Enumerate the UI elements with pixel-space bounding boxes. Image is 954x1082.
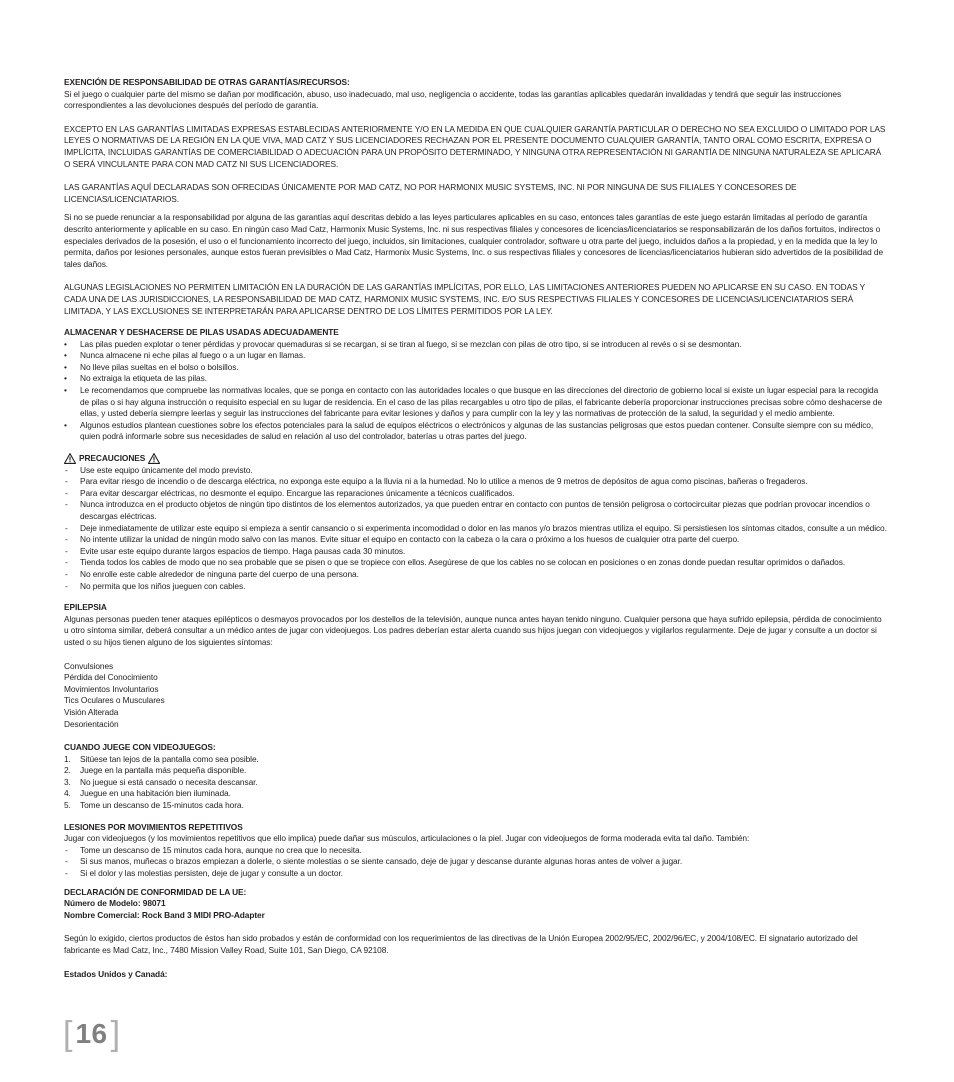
item-number: 3. bbox=[64, 776, 71, 787]
list-item: - Tienda todos los cables de modo que no sea probable que se pisen o que se tropiece con ellos. Asegúrese de que los cables no se colocan en posiciones o en zonas donde puedan resultar oprimidos o dañados. bbox=[64, 557, 888, 569]
warranty-paragraph-5: ALGUNAS LEGISLACIONES NO PERMITEN LIMITACIÓN EN LA DURACIÓN DE LAS GARANTÍAS IMPLÍCITAS, POR ELLO, LAS LIMITACIONES ANTERIORES PUEDEN NO APLICARSE EN SU CASO. EN TODAS Y CADA UNA DE LAS JURISDICCIONES, LA RESPONSABILIDAD DE MAD CATZ, HARMONIX MUSIC SYSTEMS, INC. E/O SUS RESPECTIVAS FILIALES Y CONCESORES DE LICENCIAS/LICENCIATARIOS SERÁ LIMITADA, Y LAS EXCLUSIONES SE INTERPRETARÁN PARA APLICARSE DENTRO DE LOS LÍMITES PERMITIDOS POR LA LEY. bbox=[64, 282, 865, 316]
list-item: • No extraiga la etiqueta de las pilas. bbox=[64, 373, 888, 385]
epilepsy-paragraph: Algunas personas pueden tener ataques epilépticos o desmayos provocados por los destellos de la televisión, aunque nunca antes hayan tenido ninguno. Cualquier persona que haya sufrido epilepsia, pérdida de conocimiento u otro síntoma similar, deberá consultar a un médico antes de jugar con videojuegos. Los padres deberían estar alerta cuando sus hijos juegan con videojuegos y vigilarlos regularmente. Deje de jugar y consulte a un doctor si usted o su hijos tienen alguno de los siguientes síntomas: bbox=[64, 613, 882, 647]
symptoms-list bbox=[64, 661, 888, 731]
warranty-paragraph-4: Si no se puede renunciar a la responsabilidad por alguna de las garantías aquí descritas debido a las leyes particulares aplicables en su caso, entonces tales garantías de este juego estarán limitadas al período de garantía descrito anteriormente y aplicable en su caso. En ningún caso Mad Catz, Harmonix Music Systems, Inc. ni sus respectivas filiales y concesores de licencias/licenciatarios se responsabilizarán de los daños fortuitos, indirectos o especiales derivados de la posesión, el uso o el funcionamiento incorrecto del juego, incluidos, sin limitaciones, cualquier controlador, software u otra parte del juego, incluidos daños a la propiedad, y en la medida que la ley lo permita, daños por lesiones personales, aunque estos fueran previsibles o Mad Catz, Harmonix Music Systems, Inc. o sus respectivas filiales y concesores de licencias/licenciatarios hubieran sido advertidos de la posibilidad de tales daños. bbox=[64, 212, 884, 269]
rsi-heading: LESIONES POR MOVIMIENTOS REPETITIVOS bbox=[64, 821, 243, 832]
precautions-heading bbox=[64, 453, 888, 465]
list-item: - Nunca introduzca en el producto objetos de ningún tipo distintos de los elementos autorizados, ya que pueden entrar en contacto con puntos de tensión peligrosa o cortocircuitar piezas que podrían provocar incendios o descargas eléctricas. bbox=[64, 499, 888, 522]
item-number: 2. bbox=[64, 765, 71, 776]
item-text: No juegue si está cansado o necesita descansar. bbox=[80, 776, 258, 787]
rsi-list bbox=[64, 845, 888, 880]
batteries-heading: ALMACENAR Y DESHACERSE DE PILAS USADAS ADECUADAMENTE bbox=[64, 327, 339, 338]
warranty-paragraph-2: EXCEPTO EN LAS GARANTÍAS LIMITADAS EXPRESAS ESTABLECIDAS ANTERIORMENTE Y/O EN LA MEDIDA EN QUE CUALQUIER GARANTÍA PARTICULAR O DERECHO NO SEA EXCLUIDO O LIMITADO POR LAS LEYES O NORMATIVAS DE LA REGIÓN EN LA QUE VIVA, MAD CATZ Y SUS LICENCIADORES RECHAZAN POR EL PRESENTE DOCUMENTO CUALQUIER GARANTÍA, TANTO ORAL COMO ESCRITA, EXPRESA O IMPLÍCITA, INCLUIDAS GARANTÍAS DE COMERCIABILIDAD O ADECUACIÓN PARA UN PROPÓSITO DETERMINADO, Y NINGUNA OTRA REPRESENTACIÓN NI GARANTÍA DE NINGUNA NATURALEZA SE APLICARÁ O SERÁ VINCULANTE PARA CON MAD CATZ NI SUS LICENCIADORES. bbox=[64, 123, 886, 169]
us-canada-heading: Estados Unidos y Canadá: bbox=[64, 968, 168, 979]
rsi-paragraph: Jugar con videojuegos (y los movimientos repetitivos que ello implica) puede dañar sus músculos, articulaciones o la piel. Jugar con videojuegos de forma moderada evita tal daño. También: bbox=[64, 833, 750, 844]
manual-page bbox=[64, 77, 888, 980]
list-item: Visión Alterada bbox=[64, 706, 119, 717]
list-item: Movimientos Involuntarios bbox=[64, 683, 159, 694]
item-text: Sitúese tan lejos de la pantalla como sea posible. bbox=[80, 753, 259, 764]
item-number: 5. bbox=[64, 800, 71, 811]
epilepsy-heading: EPILEPSIA bbox=[64, 602, 107, 613]
trade-name: Nombre Comercial: Rock Band 3 MIDI PRO-Adapter bbox=[64, 909, 265, 920]
page-number-value: 16 bbox=[75, 1018, 108, 1049]
warning-icon bbox=[148, 453, 160, 464]
playing-heading: CUANDO JUEGE CON VIDEOJUEGOS: bbox=[64, 742, 216, 753]
list-item: - No permita que los niños jueguen con cables. bbox=[64, 581, 888, 593]
list-item: - Use este equipo únicamente del modo previsto. bbox=[64, 465, 888, 477]
list-item: • Las pilas pueden explotar o tener pérdidas y provocar quemaduras si se recargan, si se tiran al fuego, si se mezclan con pilas de otro tipo, si se introducen al revés o si se desmontan. bbox=[64, 339, 888, 351]
list-item: - Para evitar riesgo de incendio o de descarga eléctrica, no exponga este equipo a la lluvia ni a la humedad. No lo utilice a menos de 9 metros de depósitos de agua como piscinas, bañeras o fregaderos. bbox=[64, 476, 888, 488]
list-item bbox=[64, 800, 888, 812]
warranty-heading: EXENCIÓN DE RESPONSABILIDAD DE OTRAS GARANTÍAS/RECURSOS: bbox=[64, 77, 350, 87]
precautions-list bbox=[64, 465, 888, 593]
item-text: Juegue en una habitación bien iluminada. bbox=[80, 788, 231, 799]
warranty-paragraph-1: Si el juego o cualquier parte del mismo se dañan por modificación, abuso, uso inadecuado, mal uso, negligencia o accidente, todas las garantías aplicables quedarán invalidadas y tendrá que seguir las instrucciones correspondientes a las devoluciones después del período de garantía. bbox=[64, 88, 842, 111]
precautions-title: PRECAUCIONES bbox=[79, 453, 146, 464]
conformity-paragraph: Según lo exigido, ciertos productos de éstos han sido probados y están de conformidad con los requerimientos de las directivas de la Unión Europea 2002/95/EC, 2002/96/EC, y 2004/108/EC. El signatario autorizado del fabricante es Mad Catz, Inc., 7480 Mission Valley Road, Suite 101, San Diego, CA 92108. bbox=[64, 933, 858, 955]
playing-list bbox=[64, 754, 888, 812]
list-item: - Tome un descanso de 15 minutos cada hora, aunque no crea que lo necesita. bbox=[64, 845, 888, 857]
list-item: - Si el dolor y las molestias persisten, deje de jugar y consulte a un doctor. bbox=[64, 868, 888, 880]
item-text: Juege en la pantalla más pequeña disponible. bbox=[80, 765, 247, 776]
list-item: Pérdida del Conocimiento bbox=[64, 672, 158, 683]
list-item: - Deje inmediatamente de utilizar este equipo si empieza a sentir cansancio o si experimenta incomodidad o dolor en las manos y/o brazos mientras utiliza el equipo. Si persistiesen los síntomas citados, consulte a un médico. bbox=[64, 523, 888, 535]
warranty-paragraph-3: LAS GARANTÍAS AQUÍ DECLARADAS SON OFRECIDAS ÚNICAMENTE POR MAD CATZ, NO POR HARMONIX MUSIC SYSTEMS, INC. NI POR NINGUNA DE SUS FILIALES Y CONCESORES DE LICENCIAS/LICENCIATARIOS. bbox=[64, 182, 797, 204]
list-item bbox=[64, 754, 888, 766]
item-number: 4. bbox=[64, 788, 71, 799]
page-number bbox=[63, 1015, 121, 1053]
list-item bbox=[64, 765, 888, 777]
bracket-left: [ bbox=[63, 1015, 73, 1053]
item-number: 1. bbox=[64, 753, 71, 764]
warning-icon bbox=[64, 453, 76, 464]
model-number: Número de Modelo: 98071 bbox=[64, 898, 166, 909]
list-item: • Algunos estudios plantean cuestiones sobre los efectos potenciales para la salud de equipos eléctricos o electrónicos y algunas de las sustancias peligrosas que estos puedan contener. Consulte siempre con su médico, quien podrá informarle sobre sus necesidades de salud en relación al uso del controlador, baterías u otras partes del juego. bbox=[64, 420, 888, 443]
list-item: - No enrolle este cable alrededor de ninguna parte del cuerpo de una persona. bbox=[64, 569, 888, 581]
list-item: • Nunca almacene ni eche pilas al fuego o a un lugar en llamas. bbox=[64, 350, 888, 362]
batteries-list bbox=[64, 339, 888, 443]
list-item: • Le recomendamos que compruebe las normativas locales, que se ponga en contacto con las autoridades locales o que busque en las direcciones del directorio de gobierno local si existe un lugar especial para la recogida de pilas o si hay alguna instrucción o requisito especial en su lugar de residencia. En el caso de las pilas recargables u otro tipo de pilas, el fabricante debería proporcionar instrucciones precisas sobre cómo deshacerse de ellas, y usted debería siempre leerlas y seguir las instrucciones del fabricante para evitar lesiones y daños y para cumplir con la ley y las normativas de protección de la salud, la seguridad y el medio ambiente. bbox=[64, 385, 888, 420]
list-item: - Para evitar descargar eléctricas, no desmonte el equipo. Encargue las reparaciones únicamente a técnicos cualificados. bbox=[64, 488, 888, 500]
list-item: Convulsiones bbox=[64, 660, 114, 671]
list-item: • No lleve pilas sueltas en el bolso o bolsillos. bbox=[64, 362, 888, 374]
list-item: - No intente utilizar la unidad de ningún modo salvo con las manos. Evite situar el equipo en contacto con la cabeza o la cara o próximo a los huesos de cualquier otra parte del cuerpo. bbox=[64, 534, 888, 546]
list-item: - Evite usar este equipo durante largos espacios de tiempo. Haga pausas cada 30 minutos. bbox=[64, 546, 888, 558]
list-item bbox=[64, 777, 888, 789]
list-item: Tics Oculares o Musculares bbox=[64, 695, 165, 706]
bracket-right: ] bbox=[110, 1015, 121, 1053]
conformity-heading: DECLARACIÓN DE CONFORMIDAD DE LA UE: bbox=[64, 886, 247, 897]
list-item: - Si sus manos, muñecas o brazos empiezan a dolerle, o siente molestias o se siente cansado, deje de jugar y descanse durante algunas horas antes de volver a jugar. bbox=[64, 856, 888, 868]
item-text: Tome un descanso de 15-minutos cada hora. bbox=[80, 800, 244, 811]
list-item: Desorientación bbox=[64, 718, 119, 729]
list-item bbox=[64, 788, 888, 800]
